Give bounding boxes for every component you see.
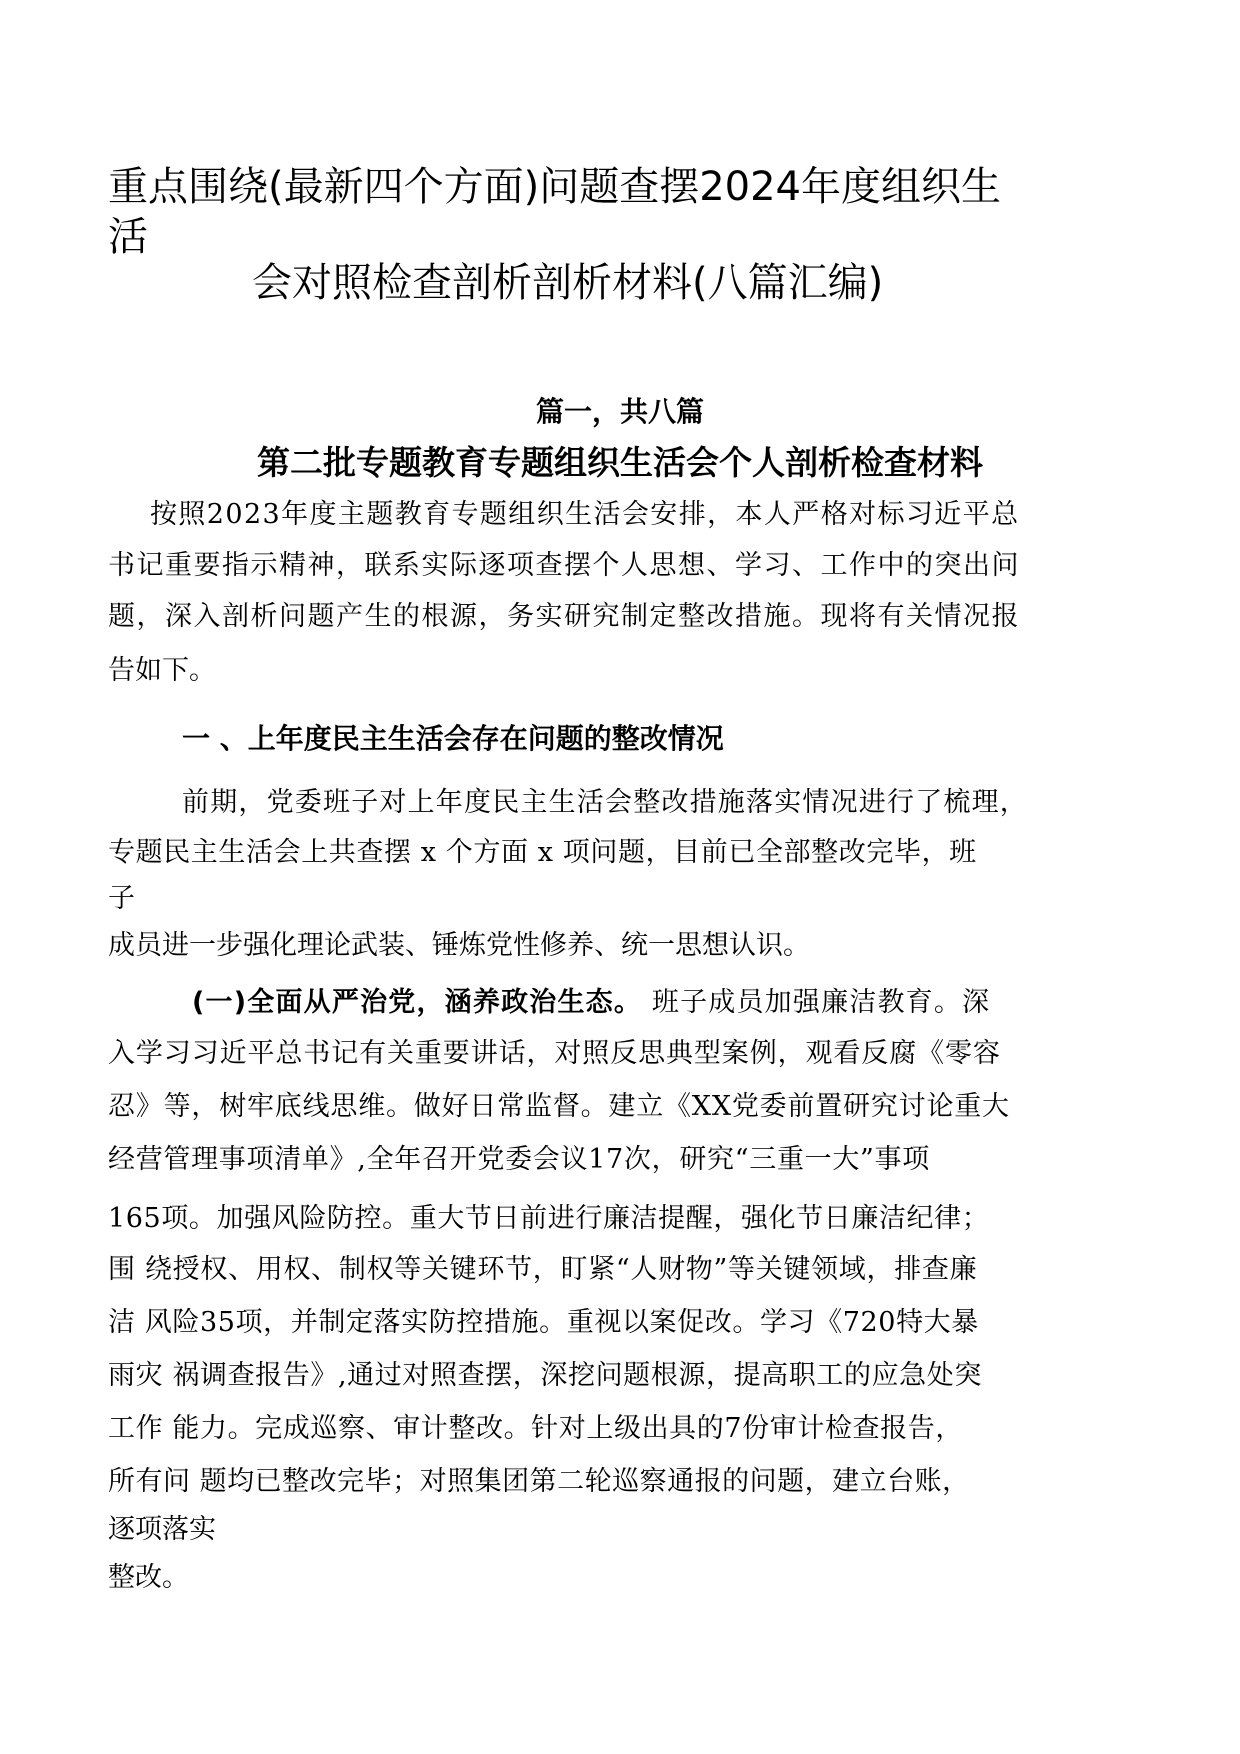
document-title-line-1: 重点围绕(最新四个方面)问题查摆2024年度组织生 xyxy=(108,164,1002,210)
document-title-line-3: 会对照检查剖析剖析材料(八篇汇编) xyxy=(252,260,884,306)
section1-line-1: 前期，党委班子对上年度民主生活会整改措施落实情况进行了梳理， xyxy=(182,787,1028,818)
subsection-1-first-line-rest: 班子成员加强廉洁教育。深 xyxy=(642,987,991,1018)
document-title-line-2: 活 xyxy=(108,214,148,260)
subsection-1-line-7: 洁 风险35项，并制定落实防控措施。重视以案促改。学习《720特大暴 xyxy=(108,1307,979,1338)
section1-line-4: 成员进一步强化理论武装、锤炼党性修养、统一思想认识。 xyxy=(108,930,810,961)
section1-line-3: 子 xyxy=(108,883,135,914)
subsection-heading-1: (一)全面从严治党，涵养政治生态。 xyxy=(192,987,643,1018)
subsection-1-line-9: 工作 能力。完成巡察、审计整改。针对上级出具的7份审计检查报告， xyxy=(108,1413,963,1444)
intro-line-1: 按照2023年度主题教育专题组织生活会安排，本人严格对标习近平总 xyxy=(150,499,1020,530)
subsection-1-line-4: 经营管理事项清单》,全年召开党委会议17次，研究“三重一大”事项 xyxy=(108,1144,930,1175)
subsection-1-line-2: 入学习习近平总书记有关重要讲话，对照反思典型案例，观看反腐《零容 xyxy=(108,1038,1001,1069)
subsection-1-first-line xyxy=(192,985,990,1021)
subsection-1-line-10: 所有问 题均已整改完毕；对照集团第二轮巡察通报的问题，建立台账， xyxy=(108,1466,970,1497)
intro-line-3: 题，深入剖析问题产生的根源，务实研究制定整改措施。现将有关情况报 xyxy=(108,601,1020,632)
subsection-1-line-5: 165项。加强风险防控。重大节日前进行廉洁提醒，强化节日廉洁纪律； xyxy=(108,1203,990,1234)
subsection-1-line-12: 整改。 xyxy=(108,1562,189,1593)
intro-line-4: 告如下。 xyxy=(108,655,216,686)
chapter-label: 篇一，共八篇 xyxy=(535,395,704,428)
intro-line-2: 书记重要指示精神，联系实际逐项查摆个人思想、学习、工作中的突出问 xyxy=(108,550,1020,581)
subsection-1-line-8: 雨灾 祸调查报告》,通过对照查摆，深挖问题根源，提高职工的应急处突 xyxy=(108,1360,982,1391)
subsection-1-line-6: 围 绕授权、用权、制权等关键环节，盯紧“人财物”等关键领域，排查廉 xyxy=(108,1254,978,1285)
subsection-1-line-11: 逐项落实 xyxy=(108,1514,216,1545)
document-subtitle: 第二批专题教育专题组织生活会个人剖析检查材料 xyxy=(257,443,983,482)
section-heading-1: 一 、上年度民主生活会存在问题的整改情况 xyxy=(182,722,724,755)
section1-line-2: 专题民主生活会上共查摆 x 个方面 x 项问题，目前已全部整改完毕，班 xyxy=(108,837,977,868)
subsection-1-line-3: 忍》等，树牢底线思维。做好日常监督。建立《XX党委前置研究讨论重大 xyxy=(108,1091,1010,1122)
